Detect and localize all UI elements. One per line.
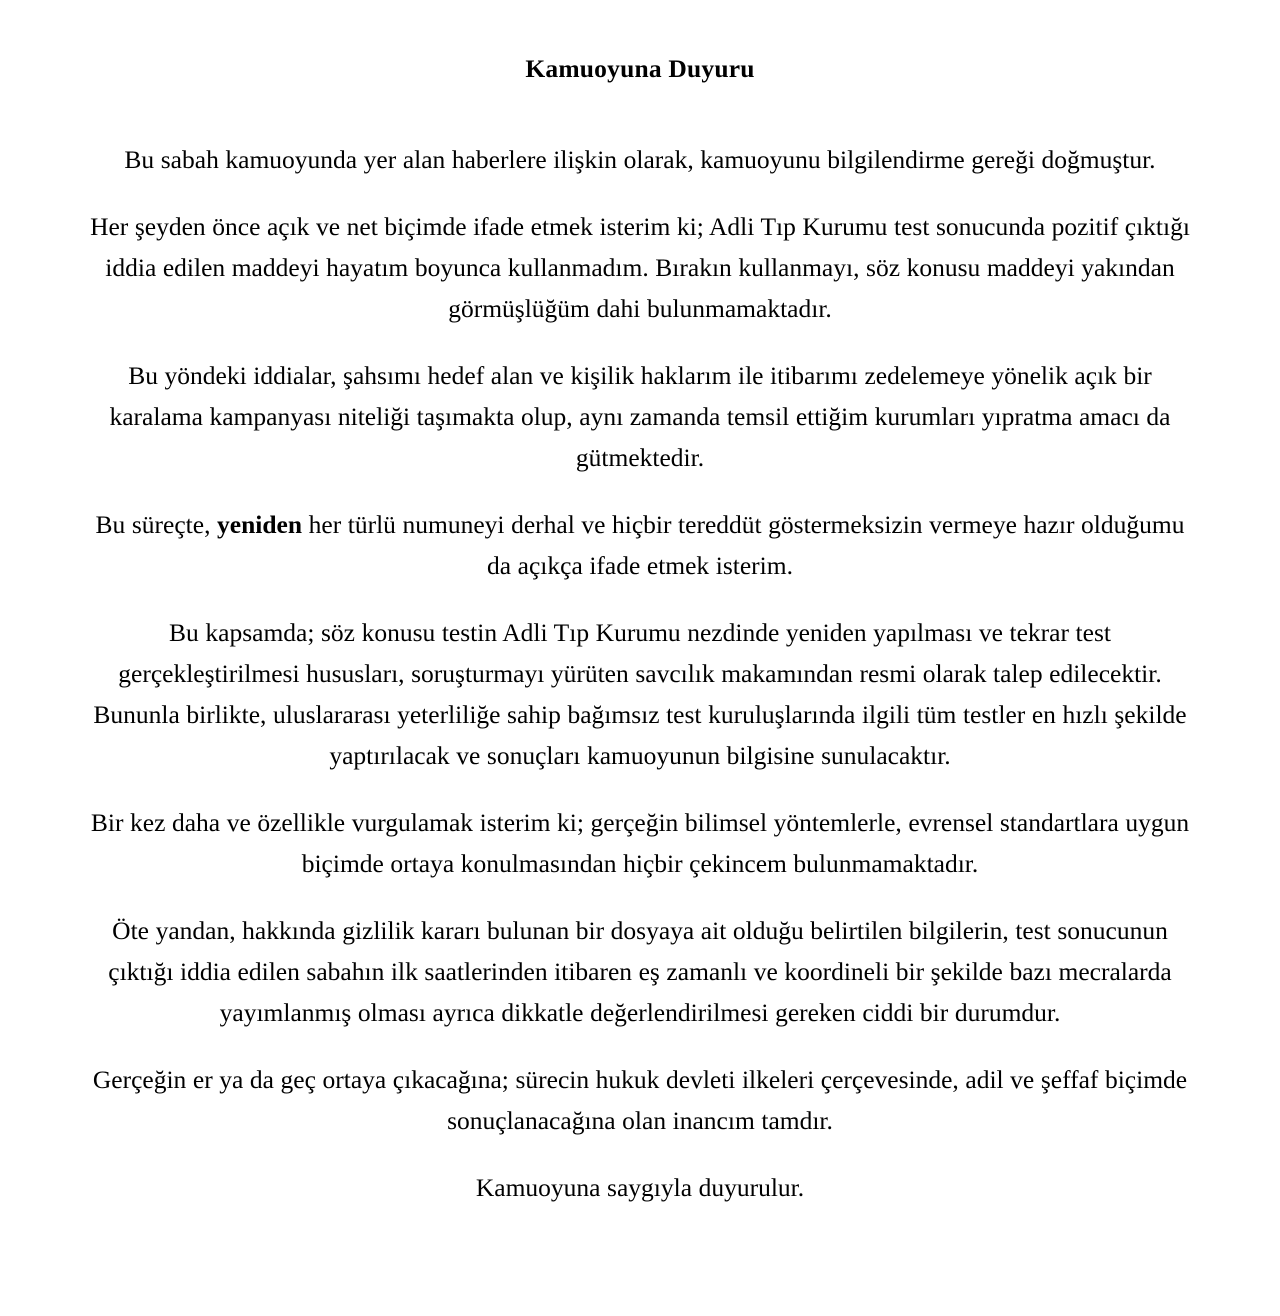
paragraph-sample-offer [82, 504, 1198, 586]
paragraph-retest-request: Bu kapsamda; söz konusu testin Adli Tıp Kurumu nezdinde yeniden yapılması ve tekrar test gerçekleştirilmesi hususları, soruşturmayı yürüten savcılık makamından resmi olarak talep edilecektir. [118, 617, 1162, 688]
document-body [82, 85, 1198, 1208]
paragraph-denial: Her şeyden önce açık ve net biçimde ifade etmek isterim ki; Adli Tıp Kurumu test sonucunda pozitif çıktığı iddia edilen maddeyi hayatım boyunca kullanmadım. Bırakın kullanmayı, söz konusu maddeyi yakından görmüşlüğüm dahi bulunmamaktadır. [90, 211, 1190, 323]
paragraph-intro: Bu sabah kamuoyunda yer alan haberlere ilişkin olarak, kamuoyunu bilgilendirme gereği doğmuştur. [124, 144, 1156, 174]
paragraph-independent-labs: Bununla birlikte, uluslararası yeterliliğe sahip bağımsız test kuruluşlarında ilgili tüm testler en hızlı şekilde yaptırılacak ve sonuçları kamuoyunun bilgisine sunulacaktır. [93, 699, 1187, 770]
paragraph-sample-offer-lead: Bu süreçte, [95, 509, 218, 539]
paragraph-sample-offer-emphasis: yeniden [217, 509, 303, 539]
paragraph-smear-campaign: Bu yöndeki iddialar, şahsımı hedef alan ve kişilik haklarım ile itibarımı zedelemeye yönelik açık bir karalama kampanyası niteliği taşımakta olup, aynı zamanda temsil ettiğim kurumları yıpratma amacı da gütmektedir. [109, 360, 1171, 472]
paragraph-sample-offer-tail: her türlü numuneyi derhal ve hiçbir tereddüt göstermeksizin vermeye hazır olduğumu da açıkça ifade etmek isterim. [302, 509, 1185, 580]
paragraph-closing-salutation: Kamuoyuna saygıyla duyurulur. [475, 1172, 805, 1202]
page-title: Kamuoyuna Duyuru [525, 54, 755, 83]
paragraph-truth-belief: Gerçeğin er ya da geç ortaya çıkacağına; sürecin hukuk devleti ilkeleri çerçevesinde, adil ve şeffaf biçimde sonuçlanacağına olan inancım tamdır. [92, 1064, 1188, 1135]
paragraph-confidentiality-leak: Öte yandan, hakkında gizlilik kararı bulunan bir dosyaya ait olduğu belirtilen bilgilerin, test sonucunun çıktığı iddia edilen sabahın ilk saatlerinden itibaren eş zamanlı ve koordineli bir şekilde bazı mecralarda yayımlanmış olması ayrıca dikkatle değerlendirilmesi gereken ciddi bir durumdur. [108, 915, 1172, 1027]
paragraph-scientific-methods: Bir kez daha ve özellikle vurgulamak isterim ki; gerçeğin bilimsel yöntemlerle, evrensel standartlara uygun biçimde ortaya konulmasından hiçbir çekincem bulunmamaktadır. [90, 807, 1190, 878]
